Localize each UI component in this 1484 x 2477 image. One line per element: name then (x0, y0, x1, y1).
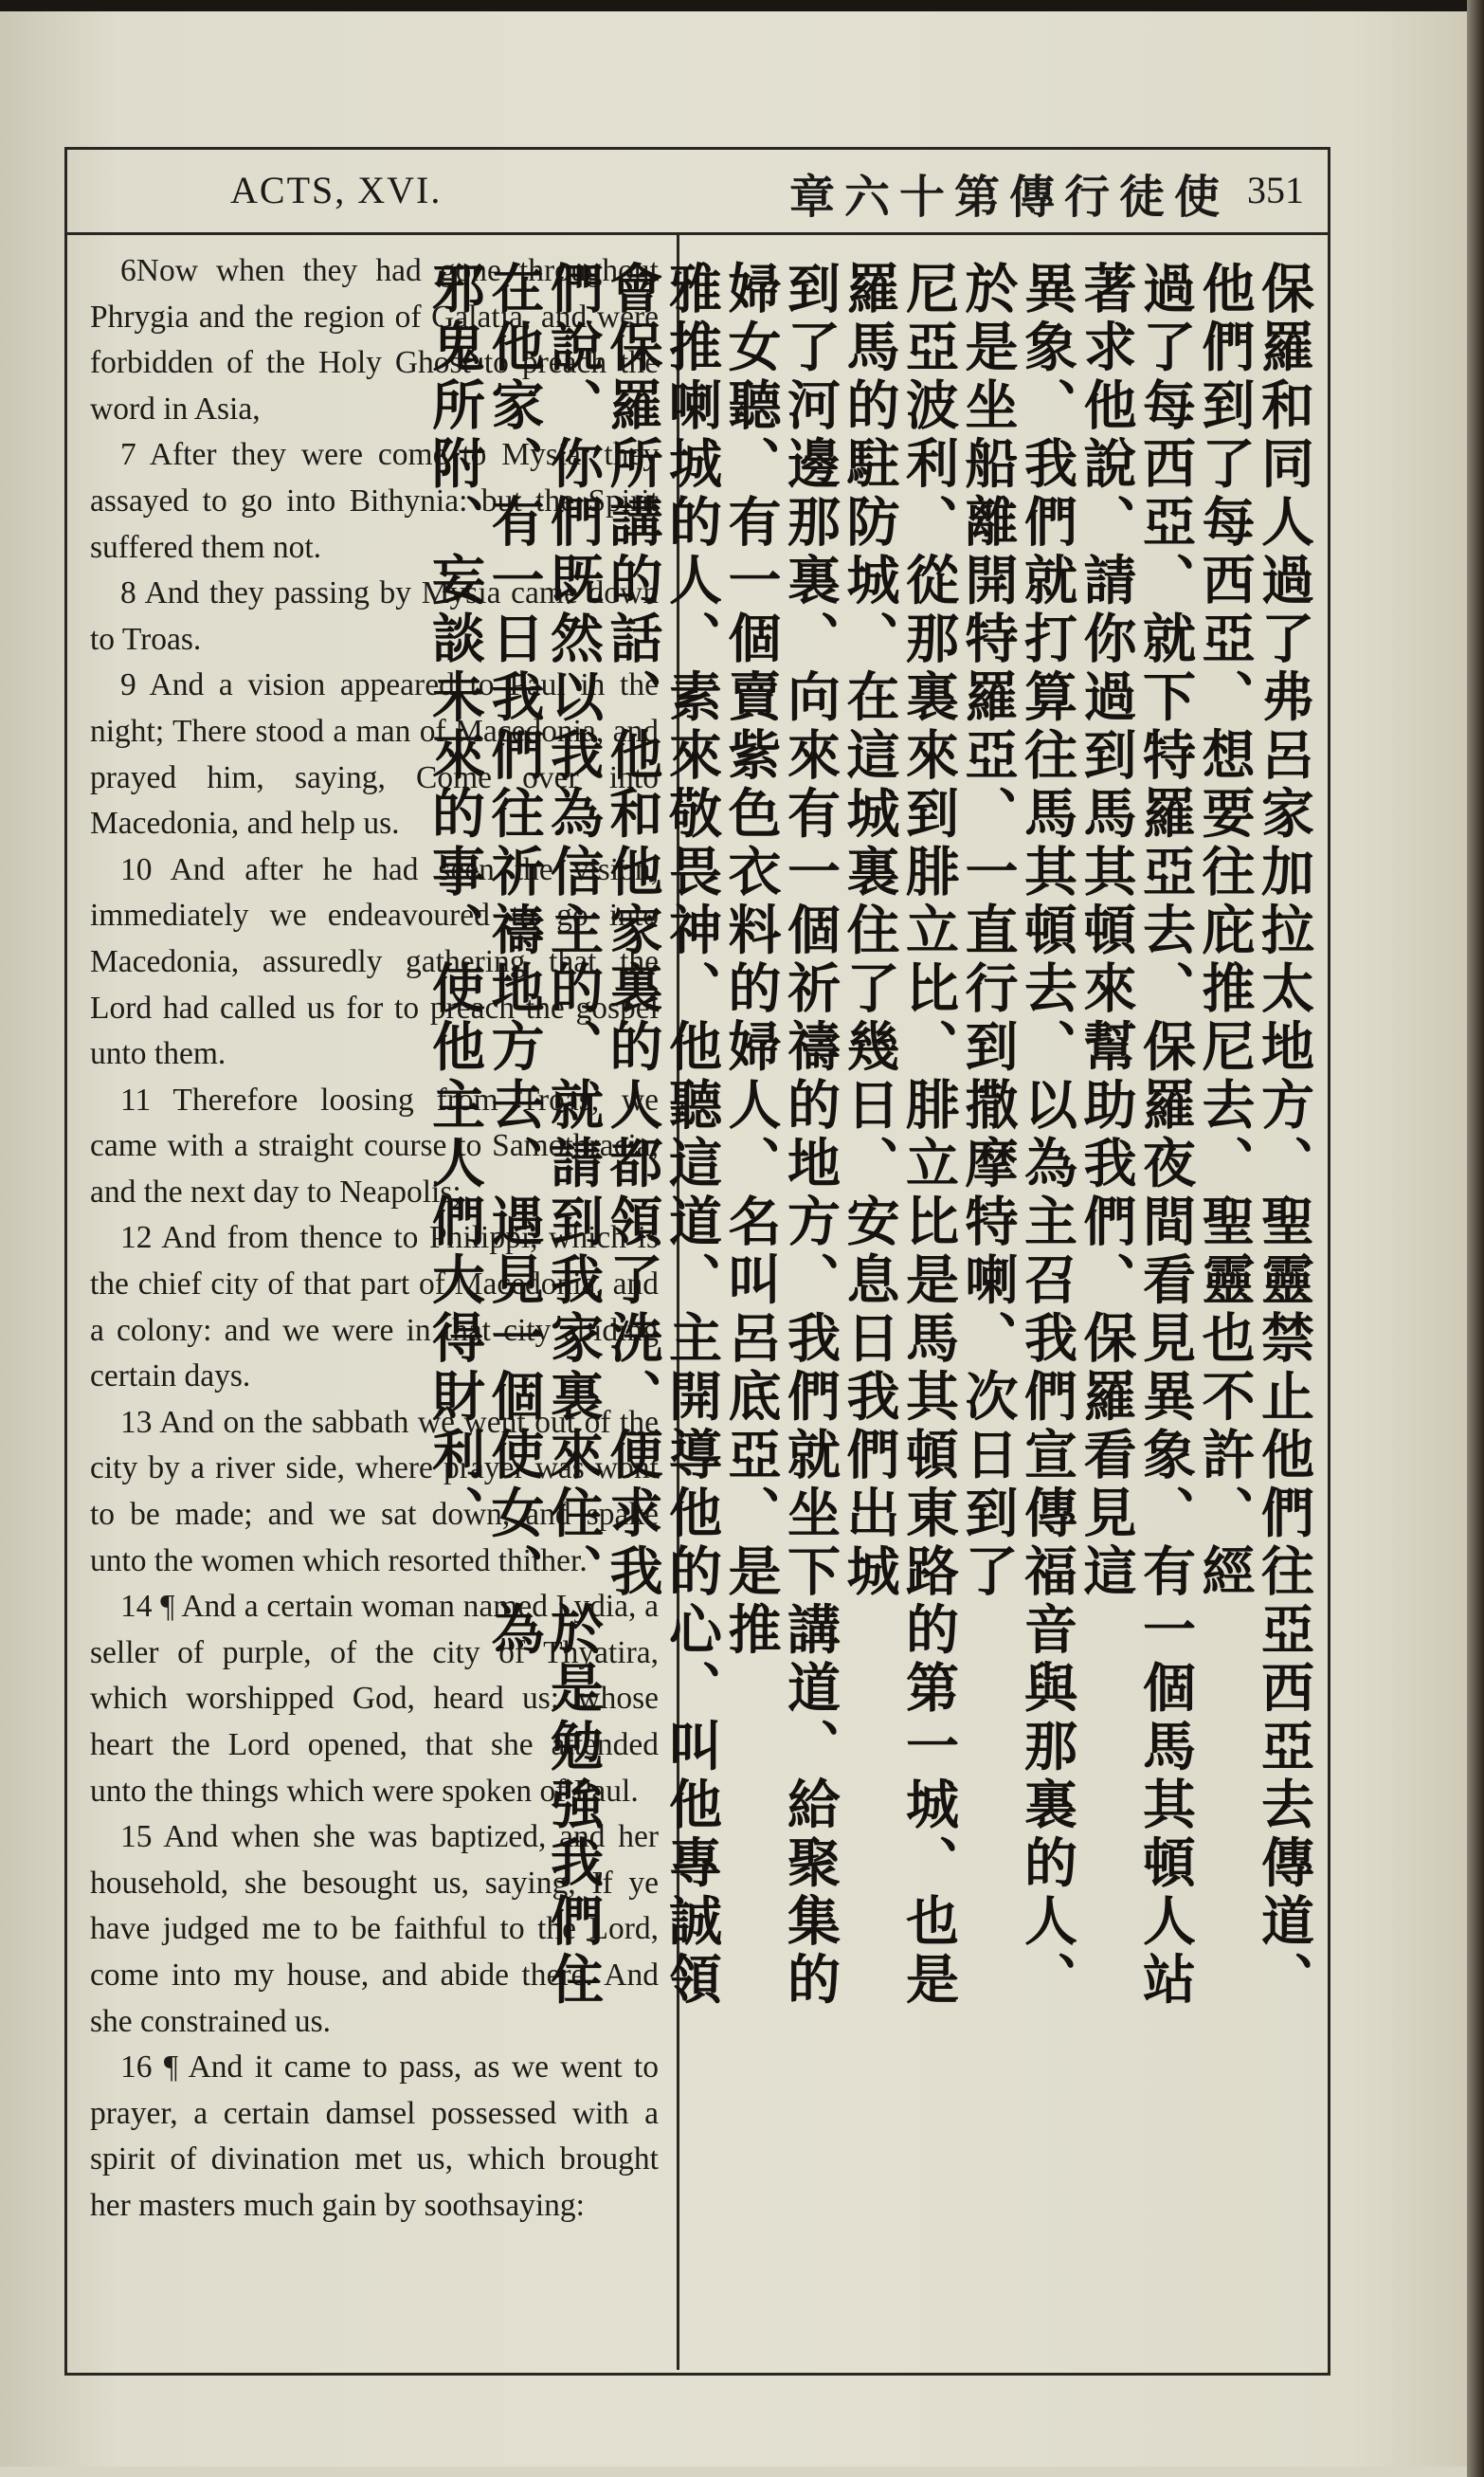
chinese-line: 異象、我們就打算往馬其頓去、以為主召我們宣傳福音與那裏的人、於是坐船離開特羅亞、一直行到撒摩特喇、次日到了 (956, 261, 1077, 2010)
chinese-column (424, 261, 1314, 2024)
chinese-line: 保羅和同人過了弗呂家加拉太地方、聖靈禁止他們往亞西亞去傳道、他們到了每西亞、想要往庇推尼去、聖靈也不許、經 (1193, 261, 1314, 2010)
verse-8: 8 And they passing by Mysia came down to Troas. (90, 575, 659, 657)
verse-7: 7 After they were come to Mysia, they assayed to go into Bithynia: but the Spirit suffered them not. (90, 437, 659, 565)
verse-13: 13 And on the sabbath we went out of the city by a river side, where prayer was wont to be made; and we sat down, and spake unto the women which resorted thither. (90, 1404, 659, 1578)
verse-16: 16 ¶ And it came to pass, as we went to prayer, a certain damsel possessed with a spirit of divination met us, which brought her masters much gain by soothsaying: (90, 2049, 659, 2223)
verse-12: 12 And from thence to Philippi, which is the chief city of that part of Macedonia, and a colony: and we were in that city abiding certain days. (90, 1220, 659, 1394)
chinese-line: 到了河邊那裏、向來有一個祈禱的地方、我們就坐下講道、給聚集的婦女聽、有一個賣紫色衣料的婦人、名叫呂底亞、是推 (719, 261, 841, 2010)
chinese-line: 雅推喇城的人、素來敬畏神、他聽這道、主開導他的心、叫他專誠領會保羅所講的話、他和他家裏的人都領了洗、便求我 (601, 261, 722, 2010)
top-edge (0, 0, 1484, 11)
chinese-line: 邪鬼所附、妄談未來的事、使他主人們大得財利、 (424, 261, 485, 1543)
verse-10: 10 And after he had seen the vision, immediately we endeavoured to go into Macedonia, assuredly gathering that the Lord had called us for to preach the gospel unto them. (90, 851, 659, 1072)
verse-6: 6Now when they had gone throughout Phrygia and the region of Galatia, and were forbidden of the Holy Ghost to preach the word in Asia, (90, 253, 659, 427)
chinese-chapter-title: 章六十第傳行徒使 (789, 171, 1230, 224)
page-edge (1467, 0, 1484, 2477)
chinese-line: 過了每西亞、就下特羅亞去、保羅夜間看見異象、有一個馬其頓人站著求他說、請你過到馬其頓來幫助我們、保羅看見這 (1075, 261, 1196, 2010)
verse-11: 11 Therefore loosing from Troas, we came with a straight course to Samothracia, and the next day to Neapolis; (90, 1082, 659, 1210)
verse-9: 9 And a vision appeared to Paul in the night; There stood a man of Macedonia, and prayed him, saying, Come over into Macedonia, and help us. (90, 667, 659, 842)
chinese-line: 尼亞波利、從那裏來到腓立比、腓立比是馬其頓東路的第一城、也是羅馬的駐防城、在這城裏住了幾日、安息日我們出城 (838, 261, 959, 2010)
running-header (64, 147, 1330, 235)
chinese-line: 們說、你們既然以我為信主的、就請到我家裏來住、於是勉強我們住在他家、有一日我們往祈禱地方去、遇見一個使女、為 (482, 261, 604, 2010)
verse-14: 14 ¶ And a certain woman named Lydia, a seller of purple, of the city of Thyatira, which worshipped God, heard us: whose heart the Lord opened, that she attended unto the things which were spoken of Paul. (90, 1589, 659, 1809)
page-number: 351 (1247, 169, 1304, 211)
verse-15: 15 And when she was baptized, and her household, she besought us, saying, If ye have judged me to be faithful to the Lord, come into my house, and abide there. And she constrained us. (90, 1819, 659, 2039)
book-chapter-label: ACTS, XVI. (230, 169, 443, 211)
